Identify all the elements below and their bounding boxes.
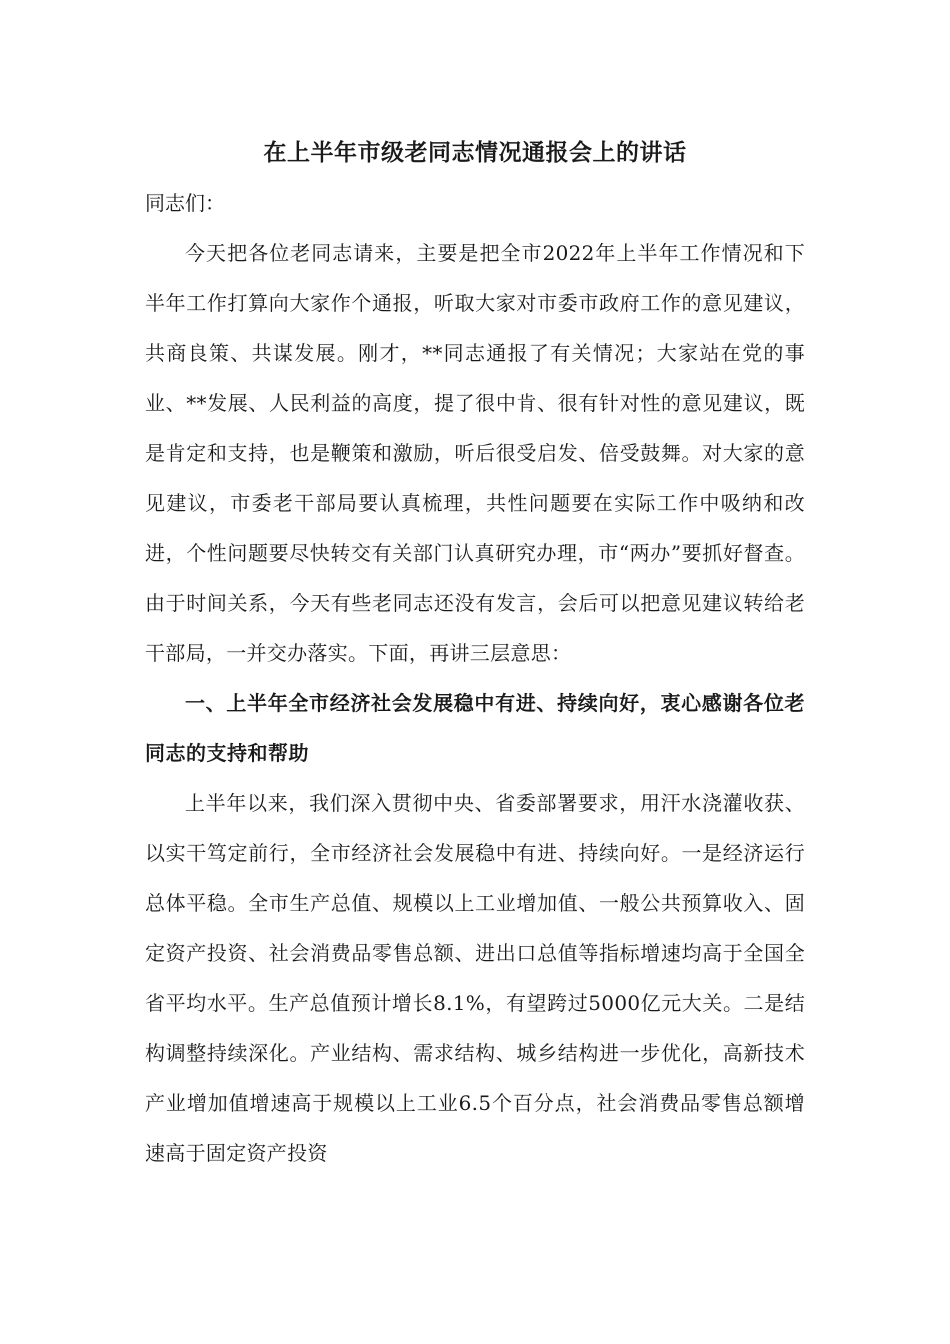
document-page [145, 128, 805, 1178]
salutation: 同志们： [145, 191, 225, 215]
intro-paragraph: 今天把各位老同志请来，主要是把全市2022年上半年工作情况和下半年工作打算向大家作个通报，听取大家对市委市政府工作的意见建议，共商良策、共谋发展。刚才，**同志通报了有关情况；大家站在党的事业、**发展、人民利益的高度，提了很中肯、很有针对性的意见建议，既是肯定和支持，也是鞭策和激励，听后很受启发、倍受鼓舞。对大家的意见建议，市委老干部局要认真梳理，共性问题要在实际工作中吸纳和改进，个性问题要尽快转交有关部门认真研究办理，市“两办”要抓好督查。由于时间关系，今天有些老同志还没有发言，会后可以把意见建议转给老干部局，一并交办落实。下面，再讲三层意思： [145, 241, 805, 665]
section-1-paragraph: 上半年以来，我们深入贯彻中央、省委部署要求，用汗水浇灌收获、以实干笃定前行，全市经济社会发展稳中有进、持续向好。一是经济运行总体平稳。全市生产总值、规模以上工业增加值、一般公共预算收入、固定资产投资、社会消费品零售总额、进出口总值等指标增速均高于全国全省平均水平。生产总值预计增长8.1%，有望跨过5000亿元大关。二是结构调整持续深化。产业结构、需求结构、城乡结构进一步优化，高新技术产业增加值增速高于规模以上工业6.5个百分点，社会消费品零售总额增速高于固定资产投资 [145, 791, 805, 1165]
document-title: 在上半年市级老同志情况通报会上的讲话 [263, 139, 687, 166]
section-1-heading: 一、上半年全市经济社会发展稳中有进、持续向好，衷心感谢各位老同志的支持和帮助 [145, 691, 805, 765]
